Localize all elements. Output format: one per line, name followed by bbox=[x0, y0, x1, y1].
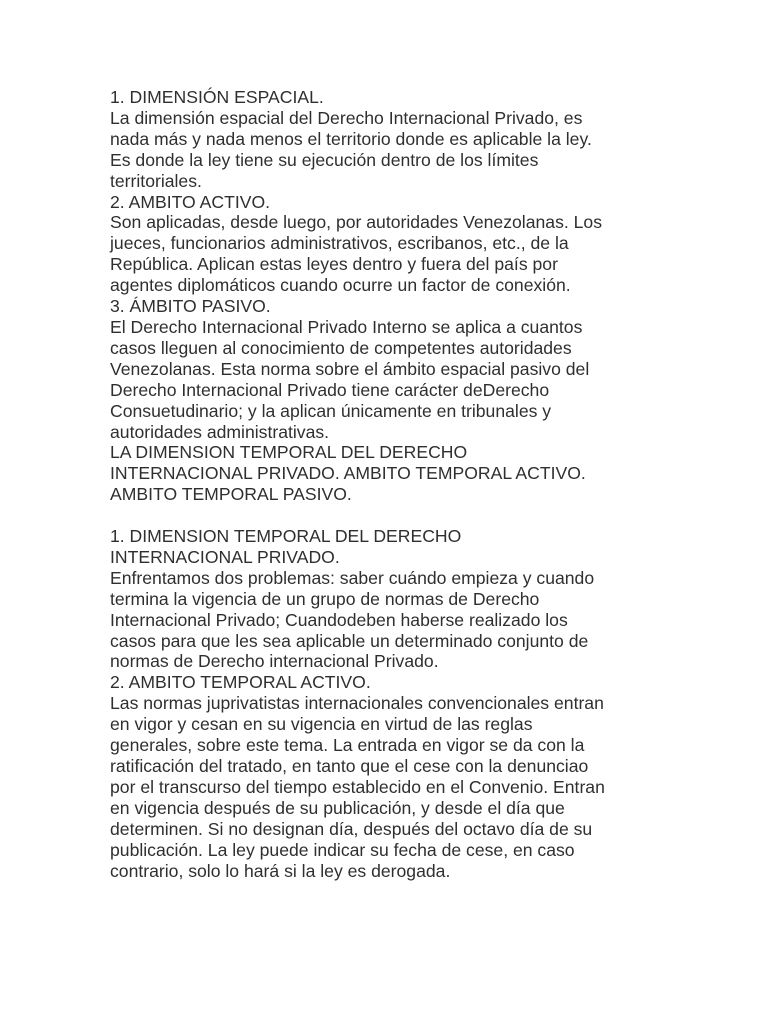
paragraph-line: casos lleguen al conocimiento de competentes autoridades bbox=[110, 337, 572, 358]
paragraph-line: autoridades administrativas. bbox=[110, 421, 330, 442]
paragraph-line: en vigor y cesan en su vigencia en virtud de las reglas bbox=[110, 714, 533, 735]
paragraph-line: determinen. Si no designan día, después del octavo día de su bbox=[110, 818, 593, 839]
paragraph-line: Son aplicadas, desde luego, por autoridades Venezolanas. Los bbox=[110, 212, 603, 233]
paragraph-line: en vigencia después de su publicación, y desde el día que bbox=[110, 797, 565, 818]
paragraph-line: publicación. La ley puede indicar su fecha de cese, en caso bbox=[110, 839, 575, 860]
paragraph-line: Es donde la ley tiene su ejecución dentro de los límites bbox=[110, 149, 539, 170]
paragraph-line: El Derecho Internacional Privado Interno se aplica a cuantos bbox=[110, 316, 583, 337]
paragraph-line: termina la vigencia de un grupo de normas de Derecho bbox=[110, 588, 540, 609]
paragraph-line: Las normas juprivatistas internacionales convencionales entran bbox=[110, 693, 604, 714]
section-heading-spatial: 1. DIMENSIÓN ESPACIAL. bbox=[110, 87, 324, 107]
section-heading-passive: 3. ÁMBITO PASIVO. bbox=[110, 296, 271, 317]
paragraph-line: por el transcurso del tiempo establecido en el Convenio. Entran bbox=[110, 776, 605, 797]
section-heading-temporal-dimension: 1. DIMENSION TEMPORAL DEL DERECHO bbox=[110, 526, 462, 547]
paragraph-line: Venezolanas. Esta norma sobre el ámbito espacial pasivo del bbox=[110, 358, 590, 379]
paragraph-line: Consuetudinario; y la aplican únicamente en tribunales y bbox=[110, 400, 552, 421]
paragraph-line: generales, sobre este tema. La entrada en vigor se da con la bbox=[110, 735, 585, 756]
paragraph-line: Derecho Internacional Privado tiene carácter deDerecho bbox=[110, 379, 550, 400]
paragraph-line: Enfrentamos dos problemas: saber cuándo empieza y cuando bbox=[110, 567, 595, 588]
section-title-temporal: AMBITO TEMPORAL PASIVO. bbox=[110, 484, 352, 505]
paragraph-line: República. Aplican estas leyes dentro y fuera del país por bbox=[110, 254, 558, 275]
blank-line bbox=[110, 505, 728, 526]
paragraph-line: La dimensión espacial del Derecho Internacional Privado, es bbox=[110, 107, 583, 128]
section-heading-active: 2. AMBITO ACTIVO. bbox=[110, 191, 271, 212]
paragraph-line: normas de Derecho internacional Privado. bbox=[110, 651, 439, 672]
section-title-temporal: INTERNACIONAL PRIVADO. AMBITO TEMPORAL ACTIVO. bbox=[110, 463, 586, 484]
paragraph-line: jueces, funcionarios administrativos, escribanos, etc., de la bbox=[110, 233, 569, 254]
paragraph-line: nada más y nada menos el territorio donde es aplicable la ley. bbox=[110, 128, 592, 149]
section-title-temporal: LA DIMENSION TEMPORAL DEL DERECHO bbox=[110, 442, 468, 463]
paragraph-line: territoriales. bbox=[110, 170, 202, 191]
paragraph-line: Internacional Privado; Cuandodeben haberse realizado los bbox=[110, 609, 568, 630]
paragraph-line: ratificación del tratado, en tanto que el cese con la denunciao bbox=[110, 755, 589, 776]
paragraph-line: agentes diplomáticos cuando ocurre un factor de conexión. bbox=[110, 275, 571, 296]
paragraph-line: casos para que les sea aplicable un determinado conjunto de bbox=[110, 630, 589, 651]
section-heading-temporal-active: 2. AMBITO TEMPORAL ACTIVO. bbox=[110, 672, 371, 693]
paragraph-line: contrario, solo lo hará si la ley es derogada. bbox=[110, 860, 451, 881]
section-heading-temporal-dimension: INTERNACIONAL PRIVADO. bbox=[110, 546, 340, 567]
